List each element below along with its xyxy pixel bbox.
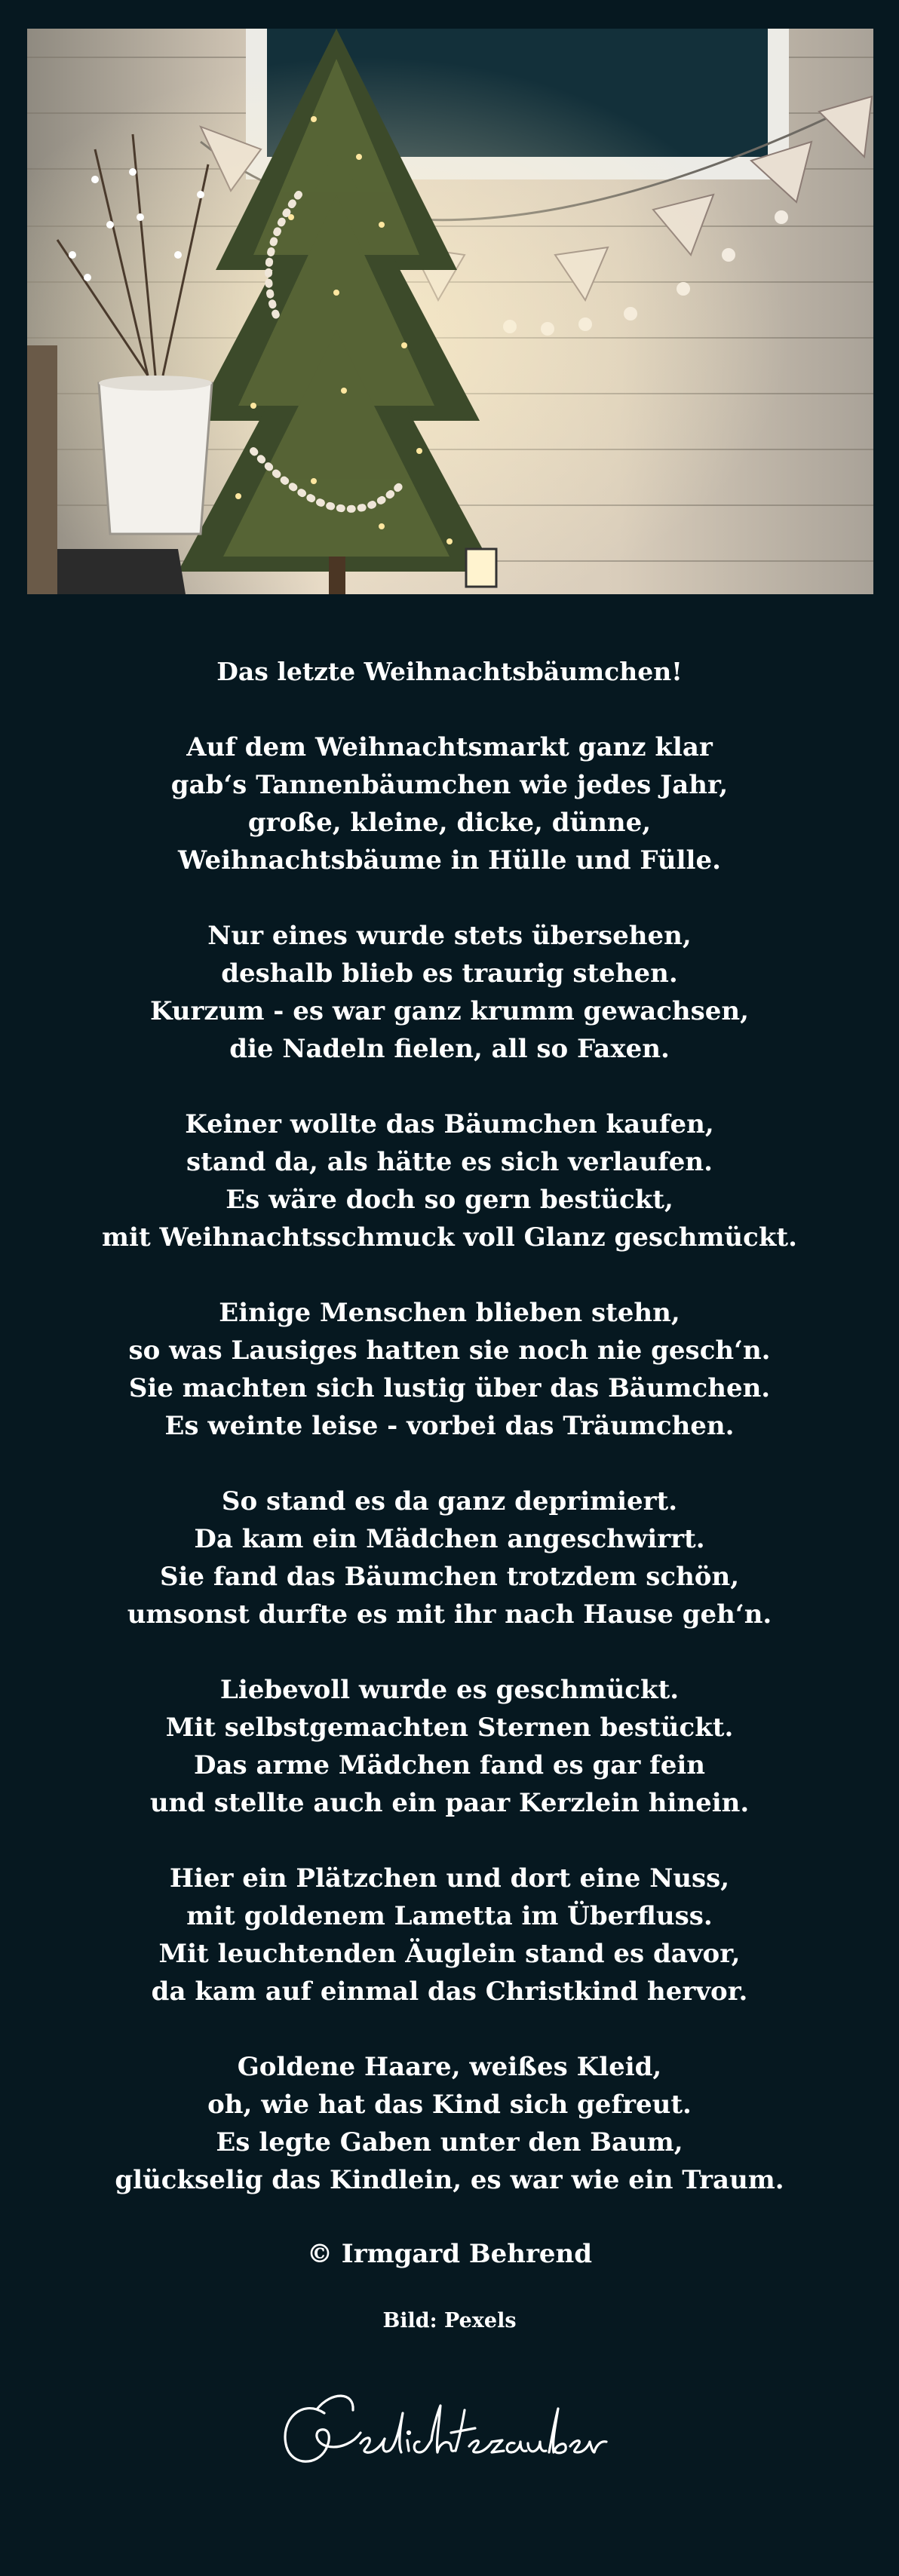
copyright: © Irmgard Behrend xyxy=(306,2239,593,2269)
stanza xyxy=(45,1294,854,1445)
signature-icon xyxy=(272,2383,634,2496)
poem-line: die Nadeln fielen, all so Faxen. xyxy=(229,1034,670,1064)
header-photo xyxy=(27,29,873,594)
poem-line: gab‘s Tannenbäumchen wie jedes Jahr, xyxy=(170,770,729,800)
poem-line: Mit leuchtenden Äuglein stand es davor, xyxy=(158,1939,741,1969)
poem-line: umsonst durfte es mit ihr nach Hause geh‘n. xyxy=(127,1599,772,1630)
poem-line: Einige Menschen blieben stehn, xyxy=(219,1298,680,1328)
poem-line: Liebevoll wurde es geschmückt. xyxy=(219,1675,680,1705)
poem-line: Kurzum - es war ganz krumm gewachsen, xyxy=(150,996,749,1026)
poem-line: Auf dem Weihnachtsmarkt ganz klar xyxy=(186,732,713,762)
poem-line: Es weinte leise - vorbei das Träumchen. xyxy=(164,1411,735,1441)
stanza xyxy=(45,2048,854,2199)
poem-line: oh, wie hat das Kind sich gefreut. xyxy=(207,2090,692,2120)
poem-line: Goldene Haare, weißes Kleid, xyxy=(237,2052,662,2082)
poem-line: Da kam ein Mädchen angeschwirrt. xyxy=(194,1524,705,1554)
poem-line: stand da, als hätte es sich verlaufen. xyxy=(186,1147,713,1177)
poem-line: Keiner wollte das Bäumchen kaufen, xyxy=(185,1109,714,1139)
stanza xyxy=(45,1106,854,1256)
poem-line: da kam auf einmal das Christkind hervor. xyxy=(151,1976,748,2007)
poem-line: glückselig das Kindlein, es war wie ein Traum. xyxy=(115,2165,784,2195)
signature-logo xyxy=(272,2383,634,2496)
poem xyxy=(45,653,854,2336)
poem-line: mit Weihnachtsschmuck voll Glanz geschmückt. xyxy=(102,1222,797,1253)
poem-line: Sie machten sich lustig über das Bäumchen. xyxy=(128,1373,771,1403)
poem-line: Sie fand das Bäumchen trotzdem schön, xyxy=(159,1562,740,1592)
poem-line: und stellte auch ein paar Kerzlein hinein. xyxy=(149,1788,750,1818)
poem-line: Es wäre doch so gern bestückt, xyxy=(226,1185,673,1215)
poem-line: deshalb blieb es traurig stehen. xyxy=(221,958,678,989)
image-credit: Bild: Pexels xyxy=(382,2309,517,2332)
poem-line: Das arme Mädchen fand es gar fein xyxy=(194,1750,705,1780)
poem-line: So stand es da ganz deprimiert. xyxy=(221,1486,678,1516)
poem-line: Mit selbstgemachten Sternen bestückt. xyxy=(165,1713,734,1743)
stanza xyxy=(45,728,854,879)
christmas-tree-photo-icon xyxy=(27,29,873,594)
poem-line: große, kleine, dicke, dünne, xyxy=(247,808,652,838)
poem-line: Weihnachtsbäume in Hülle und Fülle. xyxy=(178,845,721,876)
poem-line: Nur eines wurde stets übersehen, xyxy=(207,921,692,951)
stanza xyxy=(45,1671,854,1822)
poem-line: Es legte Gaben unter den Baum, xyxy=(216,2127,683,2157)
poem-line: Hier ein Plätzchen und dort eine Nuss, xyxy=(169,1863,730,1894)
stanza xyxy=(45,917,854,1068)
poem-title: Das letzte Weihnachtsbäumchen! xyxy=(216,657,683,686)
poem-line: mit goldenem Lametta im Überfluss. xyxy=(186,1901,713,1931)
poem-line: so was Lausiges hatten sie noch nie gesch‘n. xyxy=(128,1336,771,1366)
stanza xyxy=(45,1483,854,1633)
stanza xyxy=(45,1860,854,2010)
